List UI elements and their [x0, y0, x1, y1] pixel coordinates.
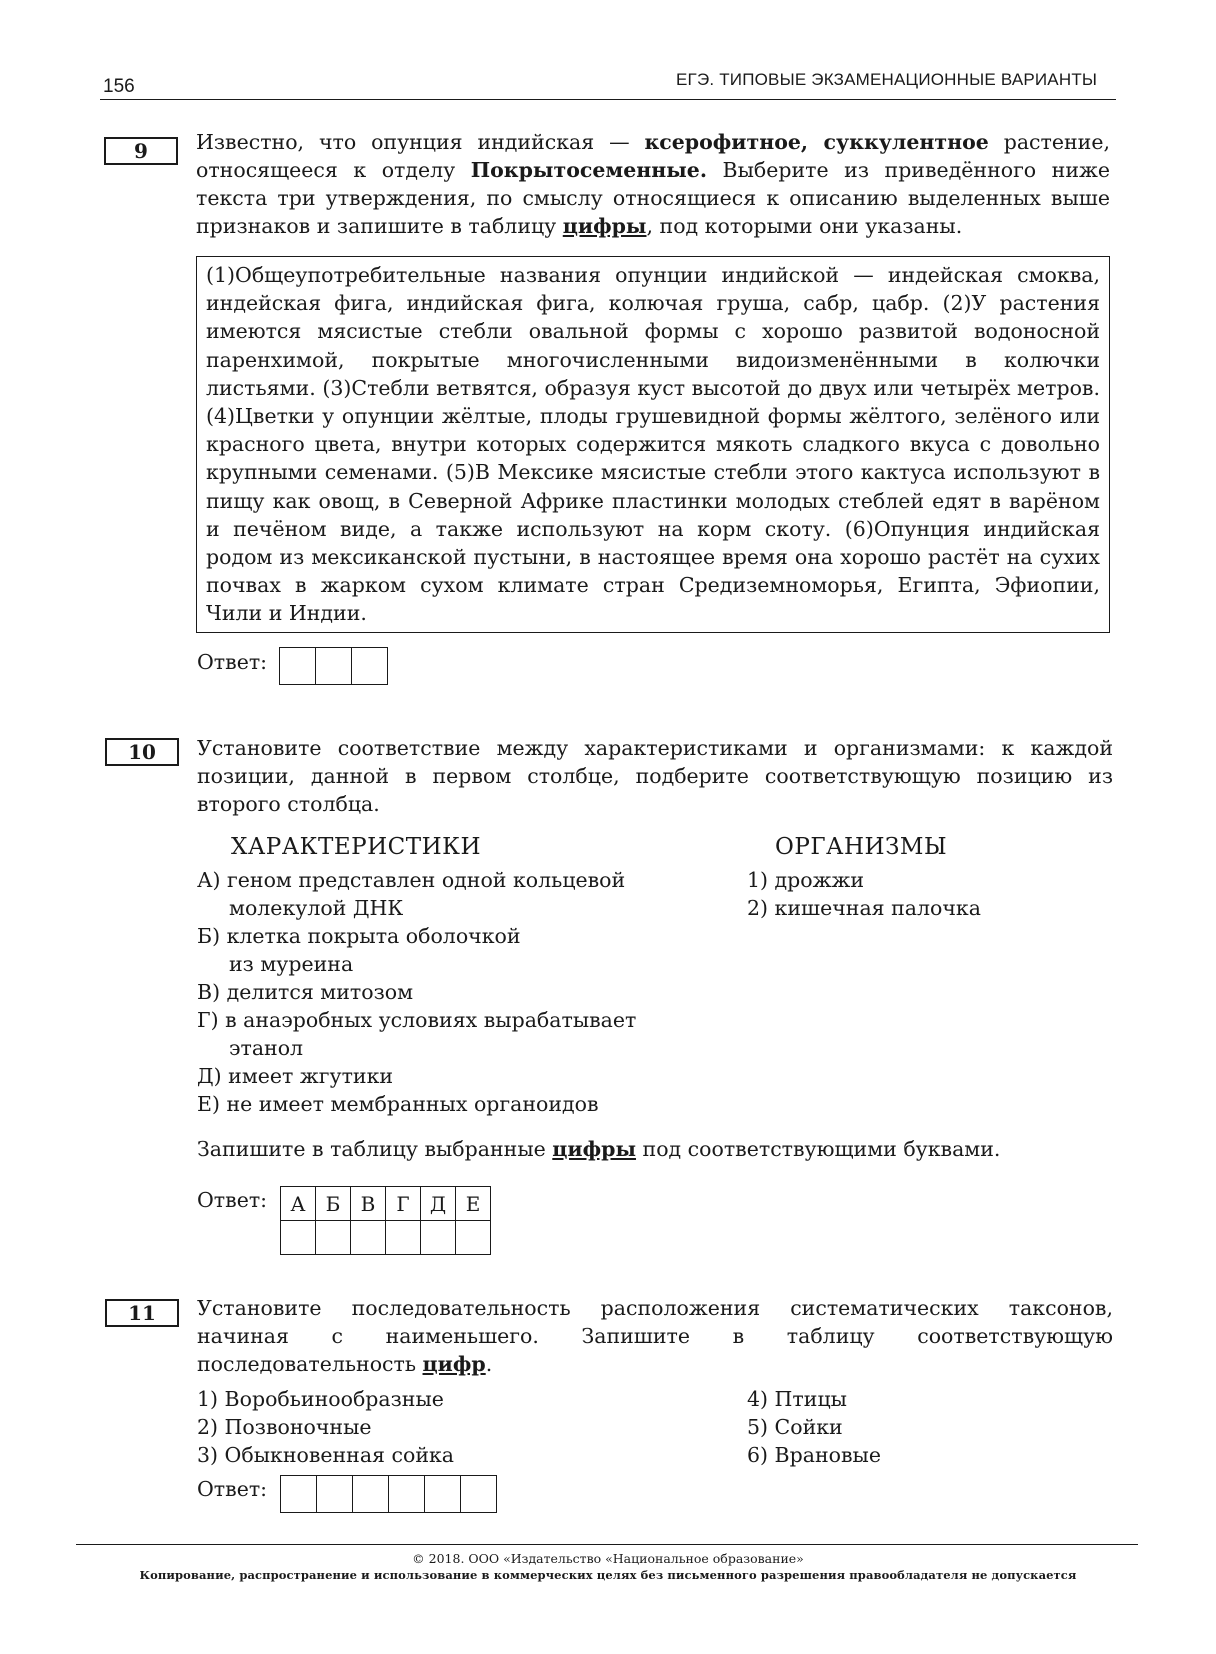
taxon-6: 6) Врановые [747, 1443, 881, 1467]
answer-cell[interactable] [425, 1476, 461, 1512]
page-number: 156 [103, 76, 135, 97]
task-10-number: 10 [105, 738, 179, 766]
task-11-intro: Установите последовательность расположения систематических таксонов, начиная с наименьшего. Запишите в таблицу соответствующую последовательность цифр. [197, 1296, 1113, 1376]
answer-cell[interactable] [281, 1221, 316, 1255]
organism-2: 2) кишечная палочка [747, 896, 981, 920]
answer-cell[interactable] [352, 648, 387, 684]
header-rule [100, 99, 1116, 100]
answer-cell[interactable] [316, 648, 352, 684]
letter-cell: В [351, 1187, 386, 1221]
task-9-passage: (1)Общеупотребительные названия опунции индийской — индейская смоква, индейская фига, индийская фига, колючая груша, сабр, цабр. (2)У растения имеются мясистые стебли овальной формы с хорошо развитой водоносной паренхимой, покрытые многочисленными видоизменёнными в колючки листьями. (3)Стебли ветвятся, образуя куст высотой до двух или четырёх метров. (4)Цветки у опунции жёлтые, плоды грушевидной формы жёлтого, зелёного или красного цвета, внутри которых содержится мякоть сладкого вкуса с довольно крупными семенами. (5)В Мексике мясистые стебли этого кактуса используют в пищу как овощ, в Северной Африке пластинки молодых стеблей едят в варёном и печёном виде, а также используют на корм скоту. (6)Опунция индийская родом из мексиканской пустыни, в настоящее время она хорошо растёт на сухих почвах в жарком сухом климате стран Средиземноморья, Египта, Эфиопии, Чили и Индии. [196, 256, 1110, 633]
task-9-intro: Известно, что опунция индийская — ксерофитное, суккулентное растение, относящееся к отделу Покрытосеменные. Выберите из приведённого ниже текста три утверждения, по смыслу относящиеся к описанию выделенных выше признаков и запишите в таблицу цифры, под которыми они указаны. [196, 130, 1110, 238]
characteristic-b-line2: из муреина [229, 952, 354, 976]
task-10-col2-title: ОРГАНИЗМЫ [775, 834, 948, 860]
characteristic-a-line2: молекулой ДНК [229, 896, 404, 920]
task-11-number: 11 [105, 1299, 179, 1327]
footer-copyright: © 2018. ООО «Издательство «Национальное образование» [412, 1551, 804, 1566]
task-11-items-left [197, 1385, 454, 1469]
characteristic-d: Д) имеет жгутики [197, 1064, 394, 1088]
characteristic-e: Е) не имеет мембранных органоидов [197, 1092, 599, 1116]
answer-cell[interactable] [317, 1476, 353, 1512]
taxon-2: 2) Позвоночные [197, 1415, 372, 1439]
answer-cell[interactable] [316, 1221, 351, 1255]
task-10-characteristics [197, 866, 697, 1118]
taxon-3: 3) Обыкновенная сойка [197, 1443, 455, 1467]
characteristic-a-line1: А) геном представлен одной кольцевой [197, 868, 626, 892]
task-9-answer-cells[interactable] [279, 647, 388, 685]
task-10-answer-table [280, 1186, 491, 1255]
task-10-intro: Установите соответствие между характеристиками и организмами: к каждой позиции, данной в первом столбце, подберите соответствующую позицию из второго столбца. [197, 736, 1113, 816]
characteristic-g-line1: Г) в анаэробных условиях вырабатывает [197, 1008, 637, 1032]
task-10-instruction: Запишите в таблицу выбранные цифры под соответствующими буквами. [197, 1137, 1001, 1161]
letter-cell: Г [386, 1187, 421, 1221]
task-9-number: 9 [104, 137, 178, 165]
organism-1: 1) дрожжи [747, 868, 865, 892]
answer-cell[interactable] [456, 1221, 491, 1255]
answer-cell[interactable] [280, 648, 316, 684]
footer-notice: Копирование, распространение и использование в коммерческих целях без письменного разрешения правообладателя не допускается [139, 1568, 1077, 1582]
footer-rule [76, 1544, 1138, 1545]
characteristic-g-line2: этанол [229, 1036, 304, 1060]
answer-cell[interactable] [281, 1476, 317, 1512]
task-11-items-right [747, 1385, 881, 1469]
running-title: ЕГЭ. ТИПОВЫЕ ЭКЗАМЕНАЦИОННЫЕ ВАРИАНТЫ [676, 70, 1098, 89]
answer-cell[interactable] [461, 1476, 496, 1512]
answer-cell[interactable] [353, 1476, 389, 1512]
letter-cell: Е [456, 1187, 491, 1221]
task-11-answer-label: Ответ: [197, 1477, 268, 1501]
taxon-4: 4) Птицы [747, 1387, 847, 1411]
task-10-organisms [747, 866, 981, 922]
letter-cell: А [281, 1187, 316, 1221]
characteristic-v: В) делится митозом [197, 980, 414, 1004]
task-10-col1-title: ХАРАКТЕРИСТИКИ [231, 834, 482, 860]
letter-cell: Д [421, 1187, 456, 1221]
taxon-5: 5) Сойки [747, 1415, 843, 1439]
answer-cell[interactable] [389, 1476, 425, 1512]
answer-cell[interactable] [386, 1221, 421, 1255]
letter-cell: Б [316, 1187, 351, 1221]
answer-cell[interactable] [421, 1221, 456, 1255]
taxon-1: 1) Воробьинообразные [197, 1387, 444, 1411]
task-11-answer-cells[interactable] [280, 1475, 497, 1513]
task-9-answer-label: Ответ: [197, 650, 268, 674]
answer-cell[interactable] [351, 1221, 386, 1255]
task-10-answer-label: Ответ: [197, 1188, 268, 1212]
characteristic-b-line1: Б) клетка покрыта оболочкой [197, 924, 521, 948]
